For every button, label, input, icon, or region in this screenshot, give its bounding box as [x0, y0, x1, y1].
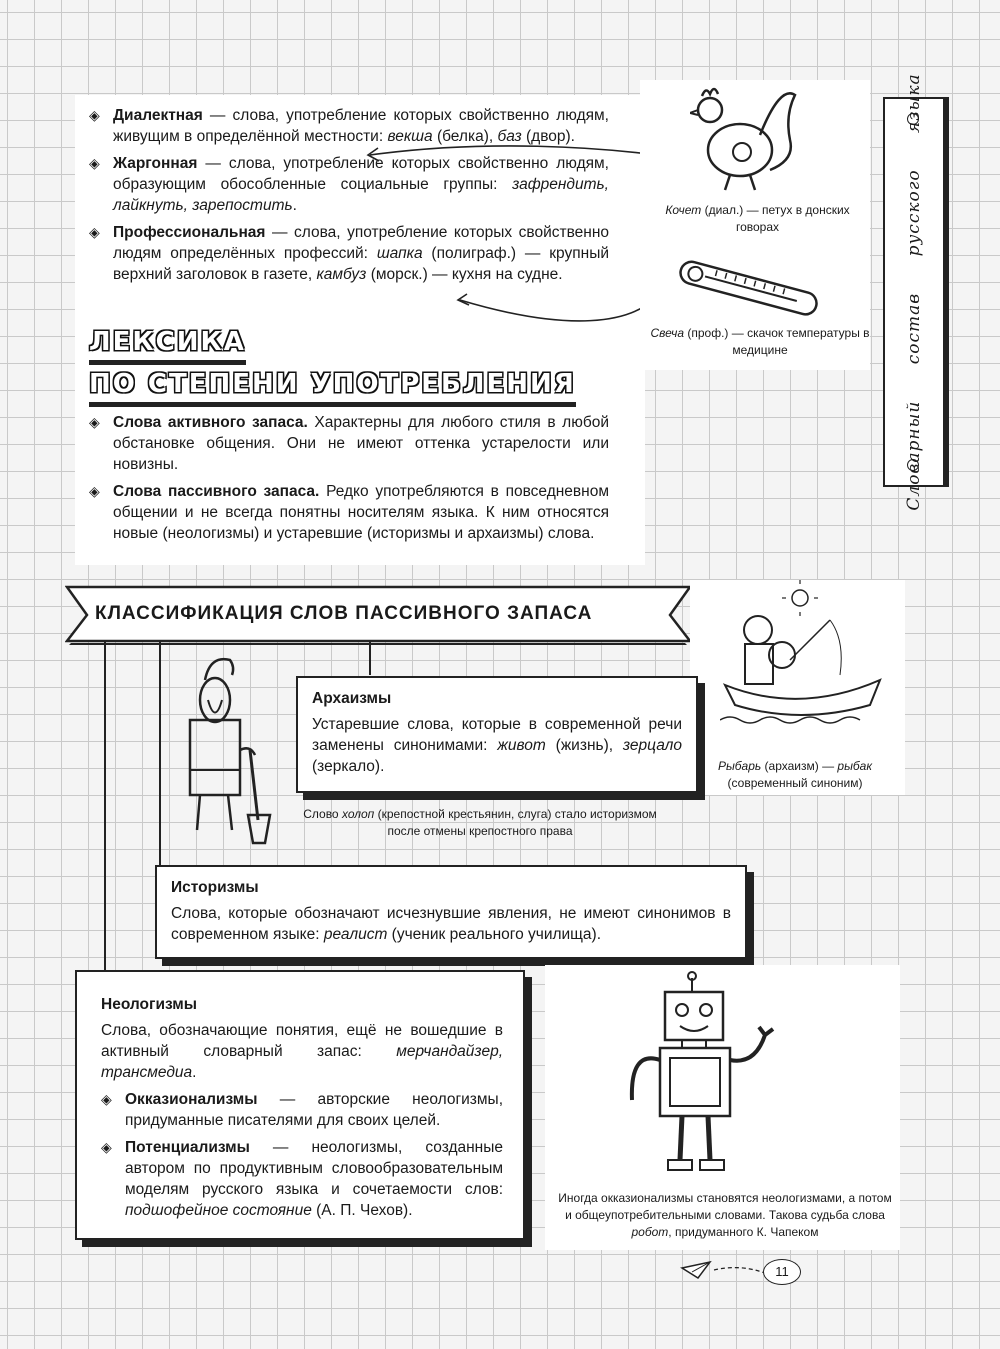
banner-title: КЛАССИФИКАЦИЯ СЛОВ ПАССИВНОГО ЗАПАСА	[95, 603, 593, 624]
robot-illustration	[620, 970, 800, 1180]
list-item: ◈ Диалектная — слова, употребление которых свойственно людям, живущим в определённой местности: векша (белка), баз (двор).	[89, 105, 609, 147]
serf-illustration	[180, 655, 280, 850]
heading-line-2: ПО СТЕПЕНИ УПОТРЕБЛЕНИЯ	[89, 369, 576, 407]
thermometer-caption: Свеча (проф.) — скачок температуры в медицине	[650, 326, 870, 357]
list-item: ◈ Слова пассивного запаса. Редко употребляются в повседневном общении и не всегда понятны носителям языка. К ним относятся новые (неологизмы) и устаревшие (историзмы и архаизмы) слова.	[89, 481, 609, 544]
neologisms-title: Неологизмы	[101, 996, 198, 1013]
robot-caption: Иногда окказионализмы становятся неологизмами, а потом и общеупотребительными словами. Такова судьба слова робот, придуманного К. Чапеком	[558, 1191, 892, 1239]
serf-caption: Слово холоп (крепостной крестьянин, слуга) стало историзмом после отмены крепостного права	[303, 807, 657, 838]
list-item: ◈ Слова активного запаса. Характерны для любого стиля в любой обстановке общения. Они не имеют оттенка устарелости или новизны.	[89, 412, 609, 475]
page-number: 11	[775, 1264, 789, 1279]
side-tab-label: Словарный состав русского языка	[904, 73, 924, 511]
archaisms-text: Устаревшие слова, которые в современной речи заменены синонимами: живот (жизнь), зерцало (зеркало).	[312, 716, 683, 775]
fisher-caption: Рыбарь (архаизм) — рыбак (современный синоним)	[717, 759, 873, 790]
list-item: ◈ Окказионализмы — авторские неологизмы, придуманные писателями для своих целей.	[101, 1089, 503, 1131]
archaisms-title: Архаизмы	[312, 690, 392, 707]
page-number-badge	[763, 1259, 801, 1285]
heading-line-1: ЛЕКСИКА	[89, 327, 246, 365]
rooster-caption: Кочет (диал.) — петух в донских говорах	[665, 203, 850, 234]
list-item: ◈ Жаргонная — слова, употребление которых свойственно людям, образующим обособленные социальные группы: зафрендить, лайкнуть, зарепостить.	[89, 153, 609, 216]
neologisms-box	[75, 970, 525, 1240]
archaisms-box	[296, 676, 698, 793]
list-item: ◈ Потенциализмы — неологизмы, созданные автором по продуктивным словообразовательным моделям русского языка и сочетаемости слов: подшофейное состояние (А. П. Чехов).	[101, 1137, 503, 1221]
fisherman-illustration	[720, 580, 890, 730]
neologisms-text: Слова, обозначающие понятия, ещё не вошедшие в активный словарный запас: мерчандайзер, трансмедиа.	[101, 1022, 503, 1081]
list-item: ◈ Профессиональная — слова, употребление которых свойственно людям определённых профессий: шапка (полиграф.) — крупный верхний заголовок в газете, камбуз (морск.) — кухня на судне.	[89, 222, 609, 285]
historisms-box	[155, 865, 747, 959]
historisms-title: Историзмы	[171, 879, 259, 896]
historisms-text: Слова, которые обозначают исчезнувшие явления, не имеют синонимов в современном языке: реалист (ученик реального училища).	[171, 905, 731, 943]
